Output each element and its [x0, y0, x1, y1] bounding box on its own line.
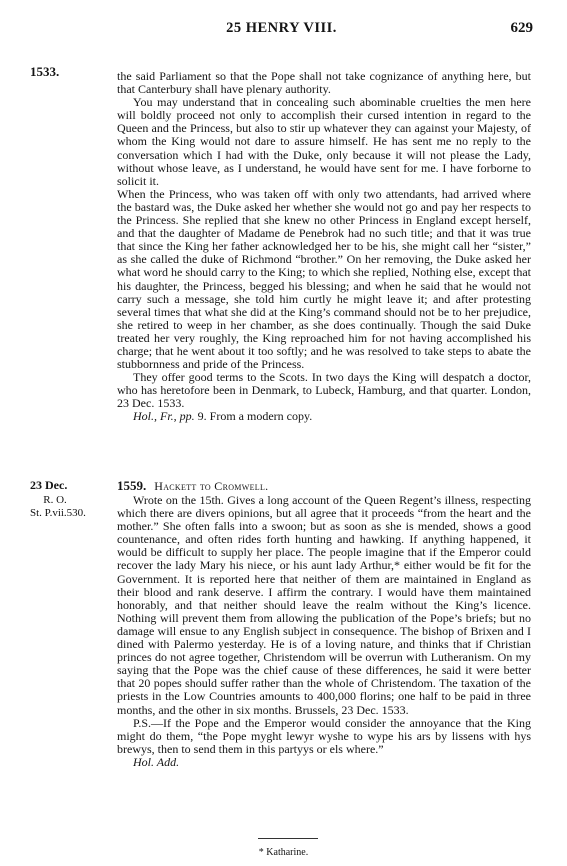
paragraph: P.S.—If the Pope and the Emperor would consider the annoyance that the King might do them, “the Pope myght lewyr wyshe to wype his ars by lissens with hys brewys, then to send them in this partyys or els where.” [117, 715, 531, 756]
entry-source: Hol. Add. [133, 754, 180, 769]
entry-date: 23 Dec. [30, 478, 68, 492]
letter-continuation [117, 70, 531, 424]
running-head [30, 20, 533, 38]
paragraph: When the Princess, who was taken off with only two attendants, had arrived where the bastard was, the Duke asked her whether she would not go and pay her respects to the Princess. She replied that she knew no other Princess in England except herself, and that the daughter of Madame de Penebrok had no such title; and that it was true that since the King her father acknowledged her to be his, she might call her “sister,” as she called the duke of Richmond “brother.” On her removing, the Duke asked her what word he should carry to the King; to which she replied, Nothing else, except that his daughter, the Princess, begged his blessing; and when he said that he would not carry such a message, she told him curtly he might leave it; and after protesting several times that what she did at the King’s command should not be to her prejudice, she retired to weep in her chamber, as she does continually. Though the said Duke treated her very roughly, the King reproached him for not having accomplished his charge; that he went about it too softly; and he was resolved to take steps to abate the stubbornness and pride of the Princess. [117, 186, 531, 372]
paragraph: You may understand that in concealing such abominable cruelties the men here will boldly proceed not only to accomplish their cursed intention in regard to the Queen and the Princess, but also to stir up whatever they can against your Majesty, of whom the King would not dare to assure himself. He has sent me no reply to the conversation which I had with the Duke, only because it will not please the Lady, without whose leave, as I understand, he would have sent for me. I have forborne to solicit it. [117, 95, 531, 188]
page-number: 629 [510, 20, 533, 36]
entry-heading [117, 478, 268, 494]
paragraph: They offer good terms to the Scots. In two days the King will despatch a doctor, who has heretofore been in Denmark, to Lubeck, Hamburg, and that quarter. London, 23 Dec. 1533. [117, 370, 531, 411]
entry-body [117, 494, 531, 769]
running-head-title: 25 HENRY VIII. [226, 20, 337, 36]
entry-ref-stp: St. P.vii.530. [30, 507, 86, 519]
paragraph: the said Parliament so that the Pope shall not take cognizance of anything here, but that Canterbury shall have plenary authority. [117, 69, 531, 97]
margin-year: 1533. [30, 64, 60, 79]
source-suffix: 9. From a modern copy. [194, 409, 313, 424]
entry-margin [30, 479, 110, 520]
entry-ref-ro: R. O. [43, 494, 67, 506]
source-pp: pp. [179, 409, 195, 424]
source-note [117, 410, 531, 423]
source-prefix: Hol., Fr., [133, 409, 177, 424]
paragraph: Wrote on the 15th. Gives a long account of the Queen Regent’s illness, respecting which there are divers opinions, but all agree that it proceeds “from the heart and the mother.” She often falls into a swoon; but as soon as she is mended, shows a good countenance, and often rides forth hunting and hawking. If anything happened, it would be difficult to supply her place. The people imagine that if the Emperor could recover the lady Mary his niece, or his aunt lady Arthur,* either would be fit for the Government. It is reported here that neither of them are maintained in England as their blood and rank deserve. I affirm the contrary. I would have them maintained honorably, and that neither should leave the realm without the King’s licence. Nothing will prevent them from allowing the publication of the Pope’s briefs; but no damage will ensue to any English subject in consequence. The bishop of Brixen and I dined with Palermo yesterday. He is of a loving nature, and thinks that if Christian princes do not agree together, Christendom will be overrun with Lutheranism. On my saying that the Pope was the chief cause of these differences, he said it were better that 20 popes should suffer rather than the whole of Christendom. The taxation of the priests in the Low Countries amounts to 400,000 florins; one half to be paid in three months, and the other in six months. Brussels, 23 Dec. 1533. [117, 493, 531, 717]
footnote-rule [258, 838, 318, 839]
entry-number: 1559. [117, 478, 147, 493]
footnote: * Katharine. [258, 847, 309, 858]
entry-title: Hackett to Cromwell. [154, 479, 269, 493]
